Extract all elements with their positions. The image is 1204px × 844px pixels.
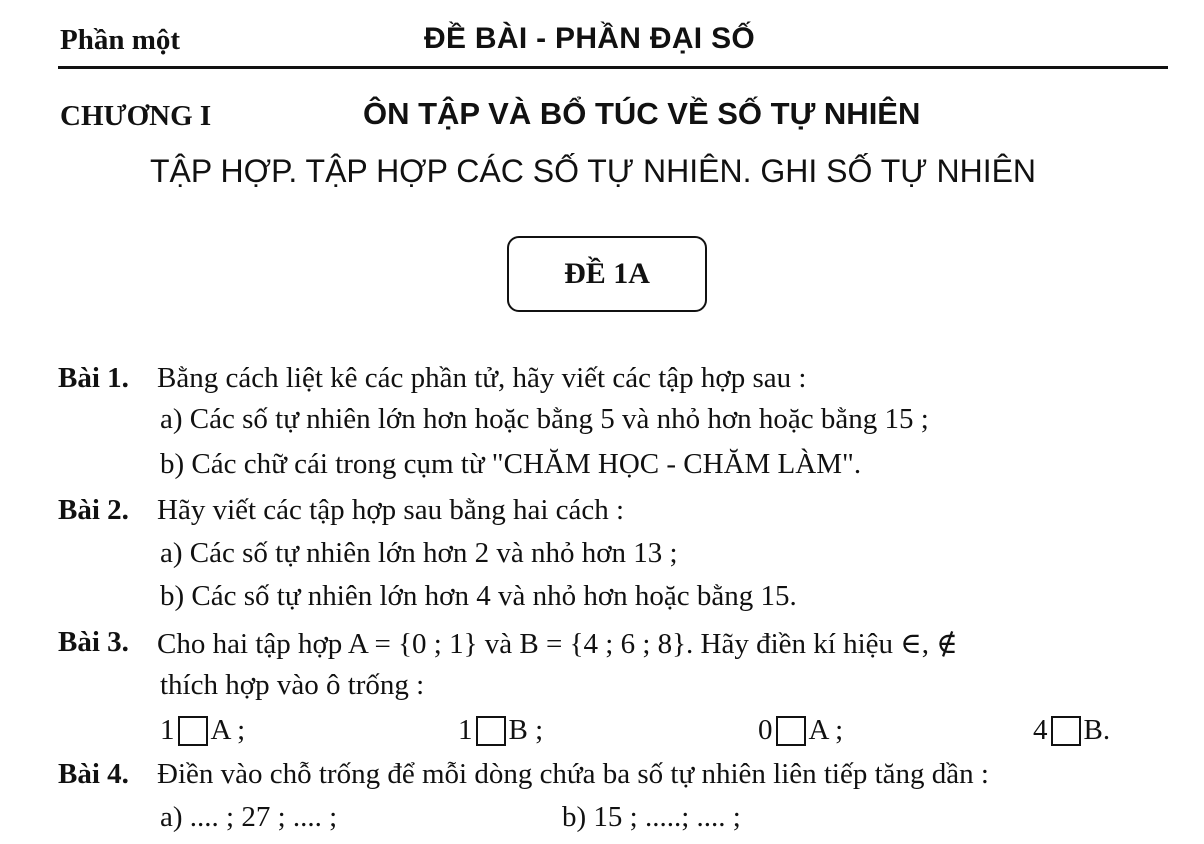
exercise-4-item-a: a) .... ; 27 ; .... ; xyxy=(160,801,338,833)
blank-cell xyxy=(160,714,245,747)
chapter-title: ÔN TẬP VÀ BỔ TÚC VỀ SỐ TỰ NHIÊN xyxy=(363,96,921,131)
exercise-3-label: Bài 3. xyxy=(58,626,129,658)
exercise-1-item-a: a) Các số tự nhiên lớn hơn hoặc bằng 5 và nhỏ hơn hoặc bằng 15 ; xyxy=(160,403,929,435)
exercise-4-label: Bài 4. xyxy=(58,758,129,790)
blank-cell xyxy=(1033,714,1110,747)
blank-left: 1 xyxy=(458,714,473,746)
blank-left: 4 xyxy=(1033,714,1048,746)
exercise-1-question: Bằng cách liệt kê các phần tử, hãy viết các tập hợp sau : xyxy=(157,362,807,394)
exercise-1-item-b: b) Các chữ cái trong cụm từ "CHĂM HỌC - CHĂM LÀM". xyxy=(160,448,862,480)
answer-box[interactable] xyxy=(476,716,506,746)
blank-cell xyxy=(758,714,843,747)
exercise-2-label: Bài 2. xyxy=(58,494,129,526)
exercise-3-question: Cho hai tập hợp A = {0 ; 1} và B = {4 ; 6 ; 8}. Hãy điền kí hiệu ∈, ∉ xyxy=(157,628,958,660)
exercise-4-question: Điền vào chỗ trống để mỗi dòng chứa ba số tự nhiên liên tiếp tăng dần : xyxy=(157,758,989,790)
exam-code-box xyxy=(507,236,707,312)
blank-right: A ; xyxy=(808,714,844,746)
blank-cell xyxy=(458,714,543,747)
exercise-2-question: Hãy viết các tập hợp sau bằng hai cách : xyxy=(157,494,625,526)
part-label: Phần một xyxy=(60,24,181,56)
blank-right: B. xyxy=(1083,714,1111,746)
answer-box[interactable] xyxy=(178,716,208,746)
exercise-4-item-b: b) 15 ; .....; .... ; xyxy=(562,801,741,833)
exercise-2-item-b: b) Các số tự nhiên lớn hơn 4 và nhỏ hơn hoặc bằng 15. xyxy=(160,580,797,612)
section-title: ĐỀ BÀI - PHẦN ĐẠI SỐ xyxy=(424,22,756,55)
answer-box[interactable] xyxy=(1051,716,1081,746)
exercise-3-question-cont: thích hợp vào ô trống : xyxy=(160,669,425,701)
header-divider xyxy=(58,66,1168,69)
lesson-subtitle: TẬP HỢP. TẬP HỢP CÁC SỐ TỰ NHIÊN. GHI SỐ TỰ NHIÊN xyxy=(150,153,1037,189)
blank-left: 0 xyxy=(758,714,773,746)
chapter-label: CHƯƠNG I xyxy=(60,100,212,132)
exercise-2-item-a: a) Các số tự nhiên lớn hơn 2 và nhỏ hơn 13 ; xyxy=(160,537,678,569)
blank-right: A ; xyxy=(210,714,246,746)
answer-box[interactable] xyxy=(776,716,806,746)
exercise-1-label: Bài 1. xyxy=(58,362,129,394)
blank-right: B ; xyxy=(508,714,544,746)
exam-code: ĐỀ 1A xyxy=(564,257,650,290)
blank-left: 1 xyxy=(160,714,175,746)
